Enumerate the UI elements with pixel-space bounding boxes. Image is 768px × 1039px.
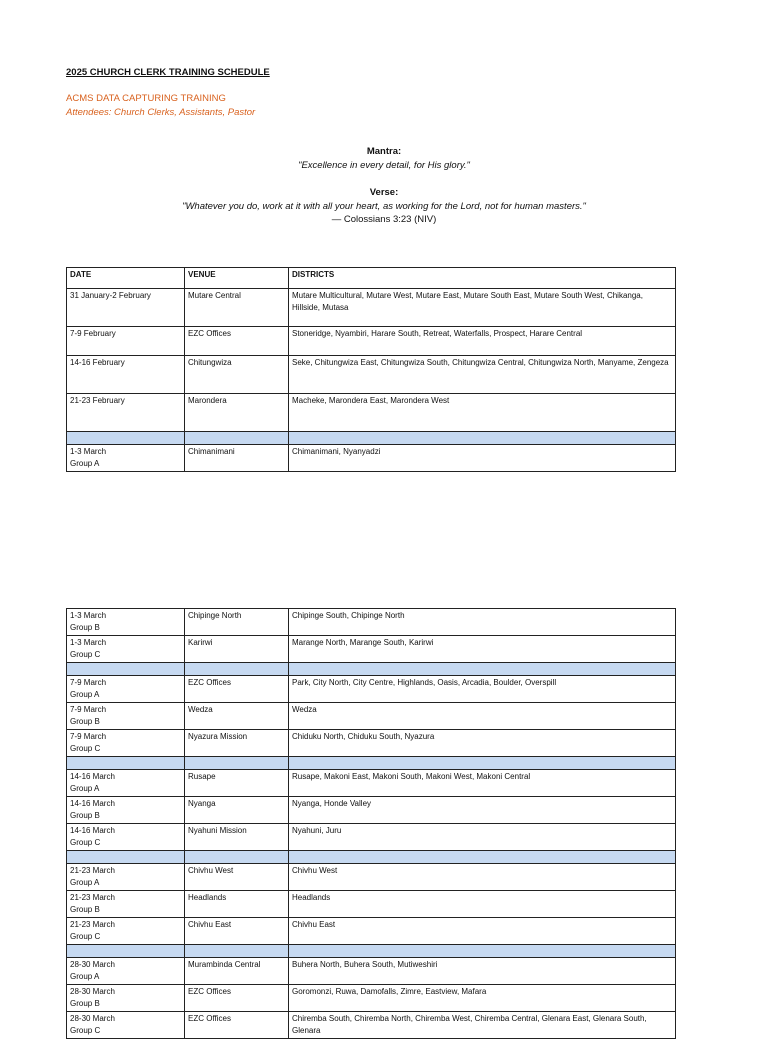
row-date: 1-3 March Group C [67, 636, 185, 663]
group-separator-row [67, 663, 676, 676]
header-date: DATE [67, 268, 185, 289]
training-subtitle: ACMS DATA CAPTURING TRAINING [66, 93, 226, 104]
group-separator-row [67, 432, 676, 445]
table-row [67, 289, 676, 327]
row-venue: Nyanga [185, 797, 289, 824]
row-districts: Buhera North, Buhera South, Mutiweshiri [289, 958, 676, 985]
row-date: 28-30 March Group B [67, 985, 185, 1012]
schedule-table-1 [66, 267, 676, 472]
row-districts: Chiduku North, Chiduku South, Nyazura [289, 730, 676, 757]
row-date: 7-9 March Group A [67, 676, 185, 703]
row-venue: Murambinda Central [185, 958, 289, 985]
row-date: 21-23 March Group B [67, 891, 185, 918]
mantra-label: Mantra: [366, 146, 402, 157]
row-date: 21-23 March Group C [67, 918, 185, 945]
row-venue: Karirwi [185, 636, 289, 663]
verse-text: "Whatever you do, work at it with all your heart, as working for the Lord, not for human masters." [182, 201, 586, 212]
document-title: 2025 CHURCH CLERK TRAINING SCHEDULE [66, 67, 270, 78]
row-date: 31 January-2 February [67, 289, 185, 327]
row-districts: Nyanga, Honde Valley [289, 797, 676, 824]
attendees-line: Attendees: Church Clerks, Assistants, Pastor [66, 107, 256, 118]
table-row [67, 985, 676, 1012]
row-date: 7-9 March Group B [67, 703, 185, 730]
row-venue: Chitungwiza [185, 356, 289, 394]
table-row [67, 1012, 676, 1039]
row-districts: Chiremba South, Chiremba North, Chiremba West, Chiremba Central, Glenara East, Glenara South, Glenara [289, 1012, 676, 1039]
row-districts: Mutare Multicultural, Mutare West, Mutare East, Mutare South East, Mutare South West, Chikanga, Hillside, Mutasa [289, 289, 676, 327]
row-date: 1-3 March Group A [67, 445, 185, 472]
row-districts: Wedza [289, 703, 676, 730]
group-separator-row [67, 757, 676, 770]
table-row [67, 770, 676, 797]
row-venue: Nyazura Mission [185, 730, 289, 757]
row-districts: Marange North, Marange South, Karirwi [289, 636, 676, 663]
row-venue: Mutare Central [185, 289, 289, 327]
group-separator-row [67, 945, 676, 958]
row-districts: Chivhu West [289, 864, 676, 891]
row-districts: Stoneridge, Nyambiri, Harare South, Retreat, Waterfalls, Prospect, Harare Central [289, 327, 676, 356]
table-row [67, 356, 676, 394]
table-header-row [67, 268, 676, 289]
header-districts: DISTRICTS [289, 268, 676, 289]
row-districts: Chimanimani, Nyanyadzi [289, 445, 676, 472]
verse-reference: — Colossians 3:23 (NIV) [331, 214, 437, 225]
row-venue: Headlands [185, 891, 289, 918]
row-date: 14-16 March Group C [67, 824, 185, 851]
row-districts: Macheke, Marondera East, Marondera West [289, 394, 676, 432]
row-venue: EZC Offices [185, 1012, 289, 1039]
row-venue: Wedza [185, 703, 289, 730]
row-districts: Chivhu East [289, 918, 676, 945]
row-venue: EZC Offices [185, 327, 289, 356]
row-date: 14-16 February [67, 356, 185, 394]
verse-label: Verse: [369, 187, 399, 198]
row-districts: Park, City North, City Centre, Highlands, Oasis, Arcadia, Boulder, Overspill [289, 676, 676, 703]
mantra-text: "Excellence in every detail, for His glory." [298, 160, 470, 171]
table-row [67, 797, 676, 824]
row-districts: Chipinge South, Chipinge North [289, 609, 676, 636]
row-date: 28-30 March Group A [67, 958, 185, 985]
table-row [67, 609, 676, 636]
row-districts: Nyahuni, Juru [289, 824, 676, 851]
row-date: 28-30 March Group C [67, 1012, 185, 1039]
row-venue: EZC Offices [185, 676, 289, 703]
row-date: 21-23 March Group A [67, 864, 185, 891]
row-venue: Marondera [185, 394, 289, 432]
row-venue: Chivhu West [185, 864, 289, 891]
row-venue: Nyahuni Mission [185, 824, 289, 851]
group-separator-row [67, 851, 676, 864]
table-row [67, 918, 676, 945]
row-date: 1-3 March Group B [67, 609, 185, 636]
table-row [67, 394, 676, 432]
row-date: 7-9 March Group C [67, 730, 185, 757]
row-date: 21-23 February [67, 394, 185, 432]
table-row [67, 676, 676, 703]
row-date: 14-16 March Group B [67, 797, 185, 824]
row-venue: Chipinge North [185, 609, 289, 636]
row-venue: Chimanimani [185, 445, 289, 472]
row-venue: Chivhu East [185, 918, 289, 945]
row-districts: Goromonzi, Ruwa, Damofalls, Zimre, Eastview, Mafara [289, 985, 676, 1012]
table-row [67, 864, 676, 891]
table-row [67, 824, 676, 851]
table-row [67, 636, 676, 663]
table-row [67, 445, 676, 472]
table-row [67, 327, 676, 356]
row-venue: Rusape [185, 770, 289, 797]
table-row [67, 891, 676, 918]
row-districts: Seke, Chitungwiza East, Chitungwiza South, Chitungwiza Central, Chitungwiza North, Manyame, Zengeza [289, 356, 676, 394]
row-date: 14-16 March Group A [67, 770, 185, 797]
row-districts: Rusape, Makoni East, Makoni South, Makoni West, Makoni Central [289, 770, 676, 797]
row-date: 7-9 February [67, 327, 185, 356]
schedule-table-2 [66, 608, 676, 1039]
table-row [67, 958, 676, 985]
row-venue: EZC Offices [185, 985, 289, 1012]
table-row [67, 730, 676, 757]
row-districts: Headlands [289, 891, 676, 918]
header-venue: VENUE [185, 268, 289, 289]
table-row [67, 703, 676, 730]
